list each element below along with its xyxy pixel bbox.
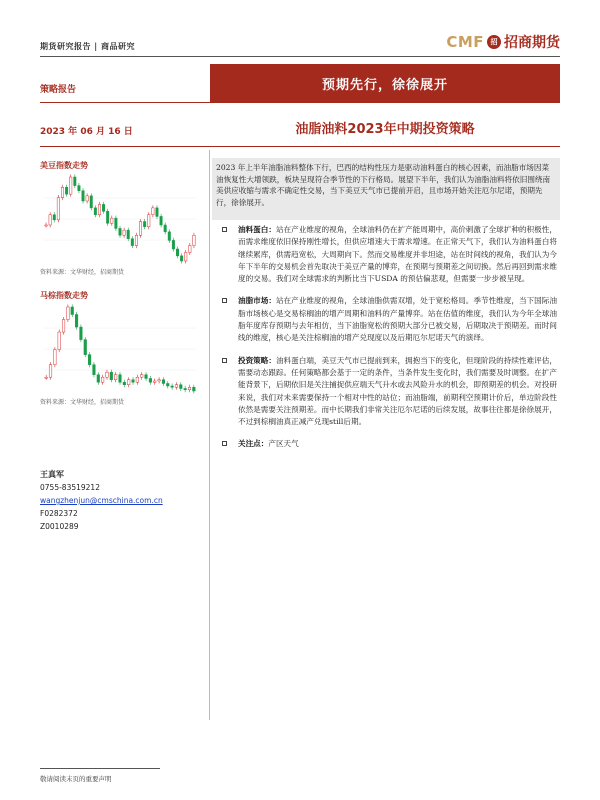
palm-index-chart bbox=[40, 301, 200, 397]
candle-body bbox=[90, 196, 92, 208]
report-date: 2023 年 06 月 16 日 bbox=[40, 127, 133, 137]
candle-body bbox=[168, 232, 170, 241]
logo-chinese: 招商期货 bbox=[504, 35, 560, 51]
candle-body bbox=[127, 380, 130, 385]
candle-body bbox=[61, 187, 63, 197]
candle-body bbox=[67, 307, 70, 320]
chart-title: 马棕指数走势 bbox=[40, 290, 88, 300]
list-item bbox=[222, 438, 560, 450]
footer-divider bbox=[40, 768, 160, 769]
candle-body bbox=[179, 385, 182, 389]
candle-body bbox=[93, 365, 96, 375]
candle-body bbox=[80, 327, 83, 340]
analyst-phone: 0755-83519212 bbox=[40, 483, 100, 492]
candle-body bbox=[139, 222, 141, 236]
candle-body bbox=[171, 386, 174, 387]
candle-body bbox=[176, 249, 178, 256]
analyst-license-id: F0282372 bbox=[40, 509, 78, 518]
bullet-text: 站在产业维度的视角，全球油脂供需双增，处于宽松格局。季节性维度，当下国际油脂市场核心是交易棕榈油的增产周期和油料的产量博弈。站在估值的维度，我们认为今年全球油脂年度库存预期与去年相仿，当下油脂宽松的预期大部分已被交易，后期取决于预期差。而时间线的维度，核心是关注棕榈油的增产兑现度以及后期厄尔尼诺天气的演绎。 bbox=[238, 296, 557, 343]
candle-body bbox=[193, 387, 196, 391]
chart-title: 美豆指数走势 bbox=[40, 160, 88, 170]
candle-body bbox=[123, 230, 125, 235]
report-category: 期货研究报告 | 商品研究 bbox=[40, 41, 135, 51]
palm-chart-panel bbox=[40, 290, 200, 406]
banner-divider bbox=[40, 102, 560, 103]
soybean-index-chart bbox=[40, 171, 200, 267]
candle-body bbox=[114, 375, 117, 380]
title-divider bbox=[40, 146, 560, 147]
footer-disclaimer: 敬请阅读末页的重要声明 bbox=[40, 775, 112, 783]
candle-body bbox=[131, 239, 133, 246]
header-divider bbox=[40, 56, 560, 57]
soybean-chart-panel bbox=[40, 160, 200, 276]
candle-body bbox=[193, 235, 195, 245]
candle-body bbox=[110, 372, 113, 380]
candle-body bbox=[115, 218, 117, 228]
bullet-label: 油脂市场： bbox=[238, 296, 276, 306]
logo-text: CMF bbox=[446, 33, 484, 51]
list-item bbox=[222, 224, 560, 285]
candle-body bbox=[123, 382, 126, 385]
analyst-license-id: Z0010289 bbox=[40, 522, 79, 531]
chart-source: 资料来源：文华财经，招商期货 bbox=[40, 269, 125, 276]
candle-body bbox=[162, 380, 165, 384]
candle-body bbox=[94, 208, 96, 215]
bullet-text: 产区天气 bbox=[268, 439, 299, 449]
candle-body bbox=[152, 208, 154, 215]
candle-body bbox=[75, 315, 78, 328]
candle-body bbox=[189, 246, 191, 253]
candle-body bbox=[58, 332, 61, 350]
logo-seal-icon: 招 bbox=[487, 35, 501, 49]
analyst-email-link[interactable]: wangzhenjun@cmschina.com.cn bbox=[40, 496, 163, 505]
candle-body bbox=[82, 191, 84, 201]
candle-body bbox=[106, 372, 109, 377]
candle-body bbox=[102, 204, 104, 211]
candle-body bbox=[145, 375, 148, 379]
candle-body bbox=[45, 225, 47, 226]
candle-body bbox=[106, 211, 108, 223]
candle-body bbox=[98, 204, 100, 214]
candle-body bbox=[111, 218, 113, 223]
candle-body bbox=[149, 378, 152, 382]
analyst-info bbox=[40, 468, 205, 533]
candle-body bbox=[54, 350, 57, 365]
candle-body bbox=[57, 198, 59, 220]
bullet-text: 站在产业维度的视角，全球油料仍在扩产能周期中，高价刺激了全球扩种的积极性，而需求维度依旧保持刚性增长，但供应增速大于需求增速。在正常天气下，我们认为油料蛋白将继续累库，供需趋宽松，大周期向下。然而交易维度并非坦途，站在时间线的视角，我们认为今年下半年的交易机会首先取决于美豆产量的博弈，在预期与预期差之间切换。然后再回到需求维度的交易。我们对全球需求的判断比当下USDA 的预估偏悲观，但需要一步步被呈现。 bbox=[238, 225, 557, 284]
bullet-label: 油料蛋白： bbox=[238, 225, 276, 234]
candle-body bbox=[158, 380, 161, 381]
candle-body bbox=[188, 387, 191, 390]
report-type: 策略报告 bbox=[40, 85, 77, 95]
checkbox-bullet-icon bbox=[222, 298, 227, 303]
sidebar-separator bbox=[209, 150, 210, 720]
bullet-text: 油料蛋白端，美豆天气市已提前到来，拥抱当下的变化，但现阶段的持续性难评估，需要动态跟踪。任何策略都会基于一定的条件，当条件发生变化时，我们需要及时调整。在扩产能背景下，后期依旧是关注捕捉供应端天气升水或去风险升水的机会，即预期差的机会。对投研来说，我们对未来需要保持一个相对中性的站位；而油脂端，前期利空预期计价后，单边阶段性依然是需要关注预期差。而中长期我们非常关注厄尔尼诺的后续发展，故事往往都是徐徐展开，不过到棕榈油真正减产兑现still后期。 bbox=[238, 355, 557, 427]
candle-body bbox=[184, 252, 186, 261]
candle-body bbox=[101, 377, 104, 382]
candle-body bbox=[172, 240, 174, 249]
candle-body bbox=[71, 307, 74, 315]
brand-logo bbox=[446, 32, 560, 52]
candle-body bbox=[160, 216, 162, 225]
bullet-label: 投资策略： bbox=[238, 355, 276, 365]
candle-body bbox=[86, 196, 88, 201]
candle-body bbox=[49, 215, 51, 225]
key-points-list bbox=[222, 224, 560, 461]
candle-body bbox=[175, 385, 178, 388]
candle-body bbox=[166, 383, 169, 386]
list-item bbox=[222, 295, 560, 344]
candle-body bbox=[88, 355, 91, 365]
candle-body bbox=[153, 381, 156, 382]
chart-source: 资料来源：文华财经，招商期货 bbox=[40, 399, 125, 406]
candle-body bbox=[143, 222, 145, 227]
candle-body bbox=[97, 375, 100, 383]
checkbox-bullet-icon bbox=[222, 441, 227, 446]
bullet-label: 关注点： bbox=[238, 439, 269, 449]
candle-body bbox=[53, 215, 55, 220]
candle-body bbox=[127, 230, 129, 239]
candle-body bbox=[148, 215, 150, 227]
candle-body bbox=[78, 186, 80, 191]
candle-body bbox=[49, 365, 52, 378]
candle-body bbox=[184, 388, 187, 389]
checkbox-bullet-icon bbox=[222, 358, 227, 363]
candle-body bbox=[136, 377, 139, 382]
candle-body bbox=[135, 235, 137, 245]
candle-body bbox=[65, 187, 67, 194]
candle-body bbox=[164, 225, 166, 232]
list-item bbox=[222, 355, 560, 429]
candle-body bbox=[62, 320, 65, 333]
candle-body bbox=[119, 228, 121, 235]
candle-body bbox=[119, 375, 122, 383]
checkbox-bullet-icon bbox=[222, 227, 227, 232]
candle-body bbox=[74, 177, 76, 186]
candle-body bbox=[84, 340, 87, 355]
headline-banner: 预期先行，徐徐展开 bbox=[210, 64, 560, 102]
summary-box: 2023 年上半年油脂油料整体下行，巴西的结构性压力是驱动油料蛋白的核心因素，而油脂市场因菜油恢复性大增领跌，板块呈现符合季节性的下行格局。展望下半年，我们认为油脂油料将依旧围绕南美供应收缩与需求不确定性交易，当下美豆天气市已提前开启，且市场开始关注厄尔尼诺，预期先行，徐徐展开。 bbox=[212, 158, 560, 220]
analyst-name: 王真军 bbox=[40, 469, 64, 479]
candle-body bbox=[69, 177, 71, 194]
candle-body bbox=[45, 377, 48, 378]
candle-body bbox=[140, 375, 143, 378]
candle-body bbox=[132, 380, 135, 383]
document-title: 油脂油料2023年中期投资策略 bbox=[295, 122, 475, 137]
candle-body bbox=[180, 256, 182, 261]
candle-body bbox=[156, 208, 158, 217]
